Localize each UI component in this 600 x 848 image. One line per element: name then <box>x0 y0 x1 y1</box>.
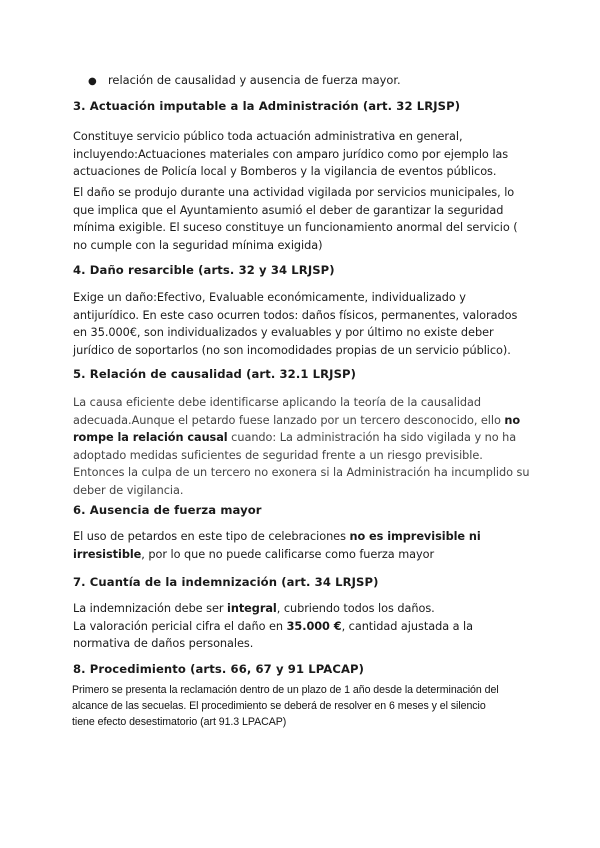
section-heading: 5. Relación de causalidad (art. 32.1 LRJSP) <box>73 367 357 381</box>
text-line: en 35.000€, son individualizados y evaluables y por último no existe deber <box>73 326 494 339</box>
emphasis: no <box>504 413 521 427</box>
text-line: Primero se presenta la reclamación dentro de un plazo de 1 año desde la determinación del <box>72 684 499 696</box>
paragraph <box>73 128 543 181</box>
text-line: adoptado medidas suficientes de seguridad frente a un riesgo previsible. <box>73 448 483 462</box>
text-line: deber de vigilancia. <box>73 483 184 497</box>
text-line: La causa eficiente debe identificarse aplicando la teoría de la causalidad <box>73 396 482 409</box>
section-4 <box>73 262 543 278</box>
text-line: Exige un daño:Efectivo, Evaluable económicamente, individualizado y <box>73 291 466 304</box>
bullet-marker: ● <box>88 76 97 87</box>
paragraph <box>72 682 552 730</box>
paragraph <box>73 600 543 653</box>
list-item-text: relación de causalidad y ausencia de fuerza mayor. <box>108 73 401 87</box>
section-8 <box>73 661 543 677</box>
section-3-paragraph-1 <box>73 128 543 181</box>
text-line: mínima exigible. El suceso constituye un funcionamiento anormal del servicio ( <box>73 221 518 234</box>
section-7 <box>73 574 543 590</box>
text-line: tiene efecto desestimatorio (art 91.3 LPACAP) <box>72 716 287 728</box>
text-line: Constituye servicio público toda actuación administrativa en general, <box>73 130 463 143</box>
section-8-paragraph <box>72 682 552 730</box>
emphasis: rompe la relación causal <box>73 431 228 444</box>
text-line: adecuada.Aunque el petardo fuese lanzado por un tercero desconocido, ello no <box>73 413 521 427</box>
section-heading: 6. Ausencia de fuerza mayor <box>73 503 262 517</box>
text-line: La valoración pericial cifra el daño en 35.000 €, cantidad ajustada a la <box>73 619 473 633</box>
paragraph <box>73 528 543 563</box>
section-5-paragraph <box>73 394 543 499</box>
section-4-paragraph <box>73 289 543 359</box>
text-line: incluyendo:Actuaciones materiales con amparo jurídico como por ejemplo las <box>73 147 509 161</box>
text-line: rompe la relación causal cuando: La administración ha sido vigilada y no ha <box>73 431 517 444</box>
text-line: El uso de petardos en este tipo de celebraciones no es imprevisible ni <box>73 530 481 543</box>
emphasis: 35.000 € <box>286 619 342 633</box>
emphasis: integral <box>227 602 277 615</box>
section-heading: 4. Daño resarcible (arts. 32 y 34 LRJSP) <box>73 263 335 277</box>
section-5 <box>73 366 543 382</box>
paragraph <box>73 184 543 254</box>
section-3-paragraph-2 <box>73 184 543 254</box>
text-line: alcance de las secuelas. El procedimiento se deberá de resolver en 6 meses y el silencio <box>72 700 486 712</box>
text-line: Entonces la culpa de un tercero no exonera si la Administración ha incumplido su <box>73 466 530 479</box>
section-7-paragraph <box>73 600 543 653</box>
text-line: normativa de daños personales. <box>73 637 254 650</box>
text-line: actuaciones de Policía local y Bomberos y la vigilancia de eventos públicos. <box>73 165 497 178</box>
section-heading: 3. Actuación imputable a la Administración (art. 32 LRJSP) <box>73 99 461 113</box>
text-line: La indemnización debe ser integral, cubriendo todos los daños. <box>73 602 435 615</box>
section-6 <box>73 502 543 518</box>
text-line: El daño se produjo durante una actividad vigilada por servicios municipales, lo <box>73 186 515 199</box>
section-3 <box>73 98 543 114</box>
section-6-paragraph <box>73 528 543 563</box>
text-line: antijurídico. En este caso ocurren todos: daños físicos, permanentes, valorados <box>73 308 518 322</box>
section-heading: 8. Procedimiento (arts. 66, 67 y 91 LPACAP) <box>73 662 365 676</box>
text-line: que implica que el Ayuntamiento asumió el deber de garantizar la seguridad <box>73 203 504 217</box>
list-item <box>88 72 401 90</box>
emphasis: irresistible <box>73 547 142 561</box>
emphasis: no es imprevisible ni <box>349 530 481 543</box>
text-line: no cumple con la seguridad mínima exigida) <box>73 238 323 252</box>
paragraph <box>73 394 543 499</box>
text-line: jurídico de soportarlos (no son incomodidades propias de un servicio público). <box>73 343 511 357</box>
text-line: irresistible, por lo que no puede calificarse como fuerza mayor <box>73 547 435 561</box>
section-heading: 7. Cuantía de la indemnización (art. 34 LRJSP) <box>73 575 379 589</box>
paragraph <box>73 289 543 359</box>
